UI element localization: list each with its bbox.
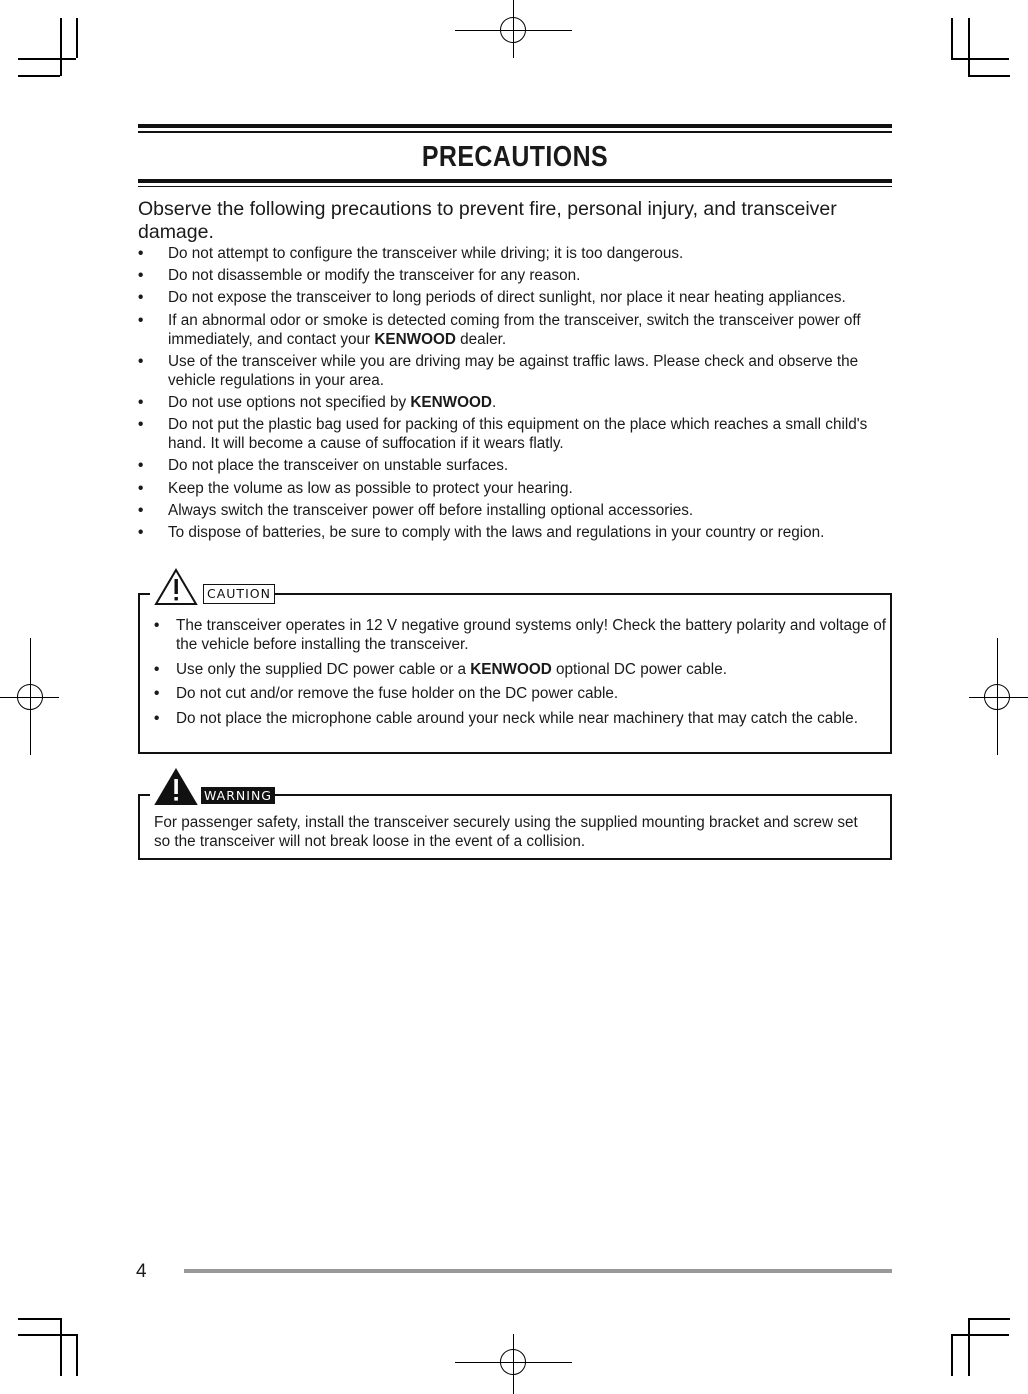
bullet-icon: •	[154, 617, 160, 634]
crop-mark	[951, 58, 1009, 60]
caution-triangle-icon	[154, 568, 198, 606]
list-item: • The transceiver operates in 12 V negative ground systems only! Check the battery polarity and voltage of the vehicle before installing the transceiver.	[154, 617, 886, 653]
crop-mark	[968, 75, 1010, 77]
list-item: • Use only the supplied DC power cable or a KENWOOD optional DC power cable.	[154, 660, 727, 678]
bullet-icon: •	[138, 245, 144, 262]
crop-mark	[968, 1318, 1010, 1320]
list-item: • Do not cut and/or remove the fuse holder on the DC power cable.	[154, 685, 619, 702]
list-item: • To dispose of batteries, be sure to comply with the laws and regulations in your country or region.	[138, 523, 825, 541]
list-item: • Use of the transceiver while you are driving may be against traffic laws. Please check and observe the vehicle regulations in your area.	[138, 352, 859, 389]
caution-list	[140, 616, 890, 728]
crop-mark	[951, 1334, 953, 1376]
bullet-icon: •	[138, 311, 144, 329]
list-item: • Do not place the microphone cable around your neck while near machinery that may catch the cable.	[154, 709, 858, 727]
crop-mark	[951, 18, 953, 58]
warning-header	[150, 768, 272, 808]
warning-label: WARNING	[201, 787, 275, 804]
crop-mark	[76, 18, 78, 58]
crop-mark	[968, 18, 970, 76]
crop-mark	[968, 1318, 970, 1376]
list-item: • Always switch the transceiver power off before installing optional accessories.	[138, 501, 694, 519]
bullet-icon: •	[138, 393, 144, 411]
bullet-icon: •	[138, 523, 144, 541]
footer-rule	[184, 1269, 892, 1273]
title-rule-bottom	[138, 179, 892, 183]
list-item: • Do not attempt to configure the transceiver while driving; it is too dangerous.	[138, 245, 684, 262]
list-item: • If an abnormal odor or smoke is detected coming from the transceiver, switch the transceiver power off immediately, and contact your KENWOOD dealer.	[138, 311, 861, 348]
bullet-icon: •	[138, 416, 144, 434]
warning-triangle-icon	[154, 768, 198, 806]
list-item: • Do not place the transceiver on unstable surfaces.	[138, 457, 509, 475]
title-block	[138, 124, 892, 187]
list-item: • Do not put the plastic bag used for packing of this equipment on the place which reaches a small child's hand. It will become a cause of suffocation if it wears flatly.	[138, 416, 868, 453]
caution-header	[150, 567, 270, 609]
title-rule-top	[138, 124, 892, 128]
crop-mark	[18, 1318, 60, 1320]
list-item: • Do not use options not specified by KENWOOD.	[138, 393, 497, 411]
bullet-icon: •	[138, 289, 144, 307]
page-title: PRECAUTIONS	[421, 140, 609, 173]
warning-text: For passenger safety, install the transceiver securely using the supplied mounting bracket and screw set so the transceiver will not break loose in the event of a collision.	[154, 814, 858, 850]
crop-mark	[18, 58, 76, 60]
bullet-icon: •	[138, 457, 144, 475]
list-item: • Do not expose the transceiver to long periods of direct sunlight, nor place it near heating appliances.	[138, 289, 846, 307]
brand-name: KENWOOD	[410, 393, 492, 411]
list-item: • Keep the volume as low as possible to protect your hearing.	[138, 479, 573, 497]
list-item: • Do not disassemble or modify the transceiver for any reason.	[138, 267, 581, 285]
bullet-icon: •	[138, 352, 144, 370]
crop-mark	[60, 18, 62, 76]
bullet-icon: •	[154, 660, 160, 678]
bullet-icon: •	[138, 267, 144, 285]
caution-label: CAUTION	[203, 584, 275, 604]
crop-mark	[951, 1334, 1009, 1336]
crop-mark	[76, 1334, 78, 1376]
brand-name: KENWOOD	[374, 330, 456, 348]
crop-mark	[60, 1318, 62, 1376]
bullet-icon: •	[138, 501, 144, 519]
crop-mark	[18, 1334, 76, 1336]
bullet-icon: •	[154, 685, 160, 702]
intro-text: Observe the following precautions to prevent fire, personal injury, and transceiver damage.	[138, 198, 837, 243]
title-rule-bottom-thin	[138, 186, 892, 188]
precautions-list	[138, 244, 892, 545]
crop-mark	[18, 75, 60, 77]
bullet-icon: •	[154, 709, 160, 727]
title-rule-top-thin	[138, 131, 892, 133]
bullet-icon: •	[138, 479, 144, 497]
caution-box	[138, 593, 892, 754]
brand-name: KENWOOD	[470, 660, 552, 678]
page-number: 4	[136, 1261, 147, 1282]
